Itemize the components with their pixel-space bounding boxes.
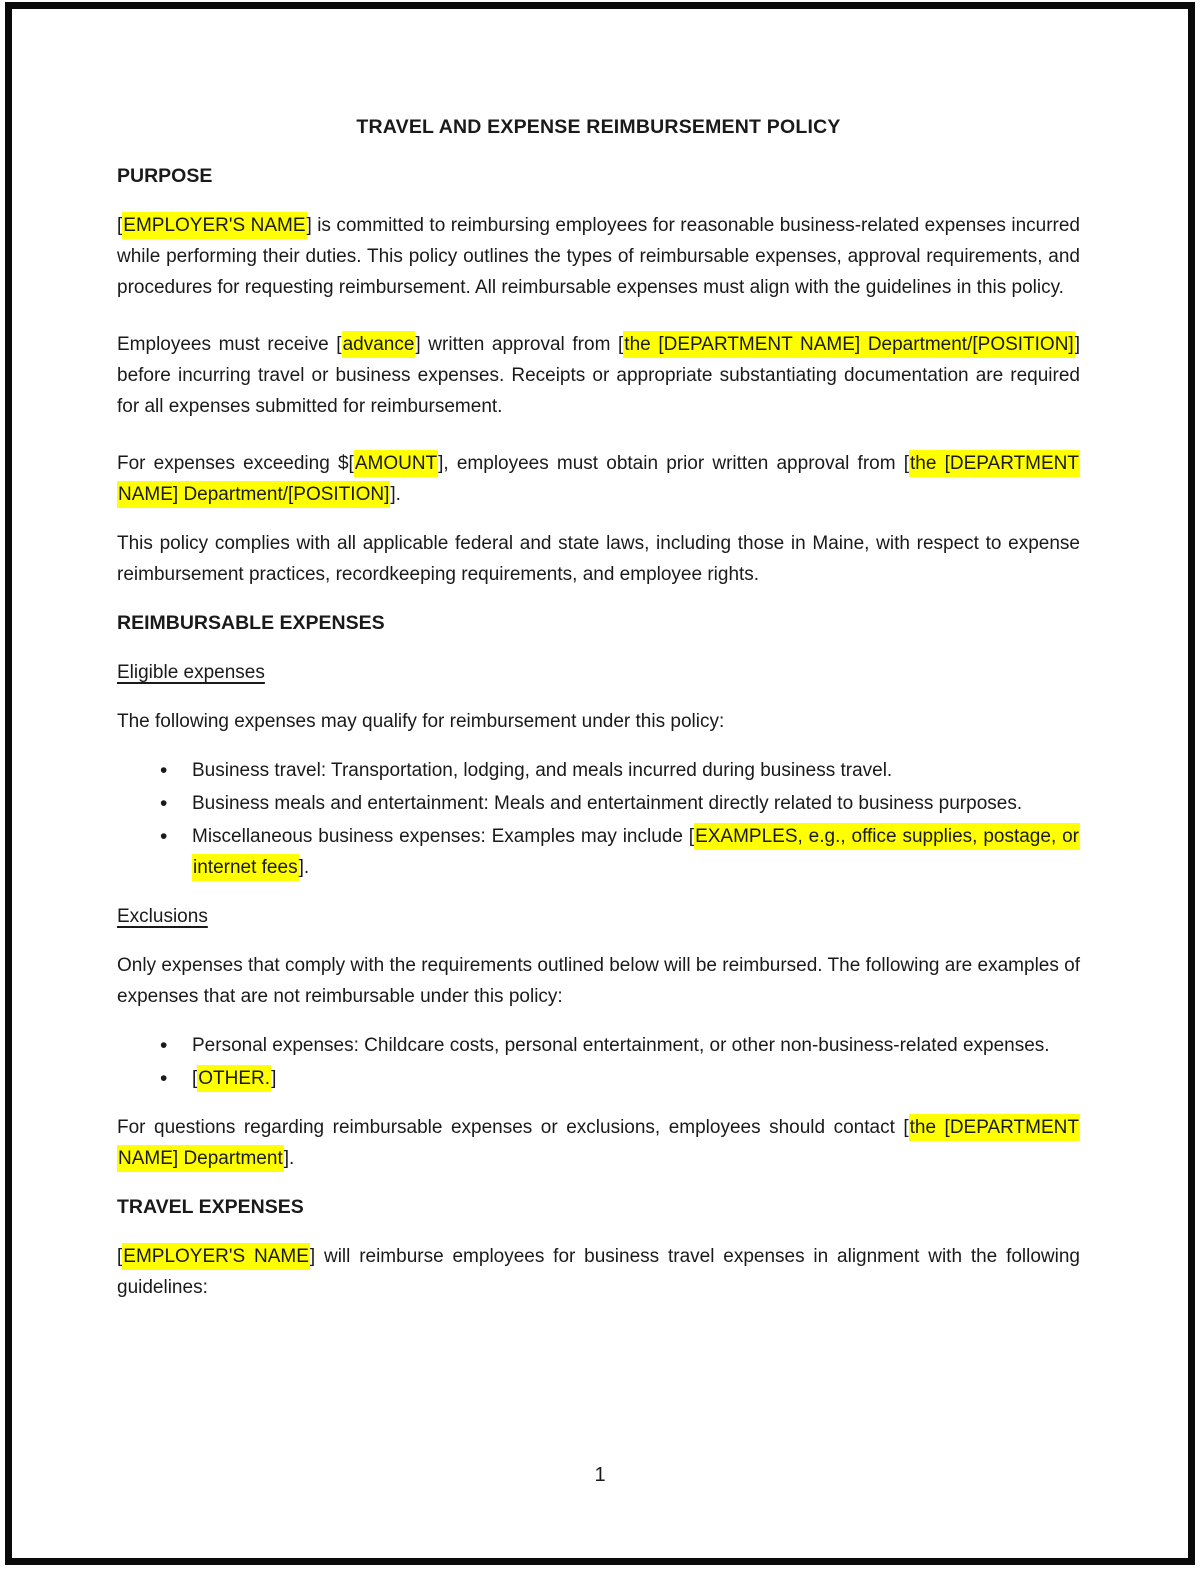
paragraph-contact-department: For questions regarding reimbursable expenses or exclusions, employees should contact [the [DEPARTMENT NAME] Department]. <box>117 1112 1080 1174</box>
paragraph-exclusions-intro: Only expenses that comply with the requirements outlined below will be reimbursed. The following are examples of expenses that are not reimbursable under this policy: <box>117 955 1080 1007</box>
exclusions-list <box>117 1030 1080 1094</box>
subheading-eligible-expenses: Eligible expenses <box>117 662 265 683</box>
heading-travel-expenses: TRAVEL EXPENSES <box>117 1196 304 1218</box>
highlighted-placeholder: EMPLOYER'S NAME <box>122 212 306 239</box>
list-item-personal-expenses: • Personal expenses: Childcare costs, personal entertainment, or other non-business-related expenses. <box>160 1030 1080 1061</box>
document-title: TRAVEL AND EXPENSE REIMBURSEMENT POLICY <box>356 116 841 138</box>
paragraph-purpose-compliance: This policy complies with all applicable federal and state laws, including those in Maine, with respect to expense reimbursement practices, recordkeeping requirements, and employee rights. <box>117 533 1080 585</box>
subheading-exclusions: Exclusions <box>117 906 208 927</box>
highlighted-placeholder: the [DEPARTMENT NAME] Department/[POSITION] <box>623 331 1074 358</box>
highlighted-placeholder: advance <box>342 331 416 358</box>
highlighted-placeholder: OTHER. <box>197 1065 271 1092</box>
list-item-other: • [OTHER.] <box>160 1063 1080 1094</box>
highlighted-placeholder: the [DEPARTMENT NAME] Department <box>117 1114 1080 1172</box>
document-content <box>117 0 1080 1321</box>
paragraph-travel-intro: [EMPLOYER'S NAME] will reimburse employees for business travel expenses in alignment with the following guidelines: <box>117 1241 1080 1303</box>
highlighted-placeholder: EMPLOYER'S NAME <box>122 1243 310 1270</box>
highlighted-placeholder: EXAMPLES, e.g., office supplies, postage, or internet fees <box>192 823 1080 881</box>
eligible-expenses-list <box>117 755 1080 883</box>
list-item-business-meals: • Business meals and entertainment: Meals and entertainment directly related to business purposes. <box>160 788 1080 819</box>
highlighted-placeholder: the [DEPARTMENT NAME] Department/[POSITION] <box>117 450 1080 508</box>
list-item-business-travel: • Business travel: Transportation, lodging, and meals incurred during business travel. <box>160 755 1080 786</box>
heading-purpose: PURPOSE <box>117 165 213 187</box>
highlighted-placeholder: AMOUNT <box>354 450 438 477</box>
paragraph-purpose-commitment: [EMPLOYER'S NAME] is committed to reimbursing employees for reasonable business-related expenses incurred while performing their duties. This policy outlines the types of reimbursable expenses, approval requirements, and procedures for requesting reimbursement. All reimbursable expenses must align with the guidelines in this policy. <box>117 210 1080 303</box>
paragraph-eligible-intro: The following expenses may qualify for reimbursement under this policy: <box>117 711 725 732</box>
list-item-miscellaneous: • Miscellaneous business expenses: Examples may include [EXAMPLES, e.g., office supplies, postage, or internet fees]. <box>160 821 1080 883</box>
page-number: 1 <box>594 1464 606 1486</box>
heading-reimbursable-expenses: REIMBURSABLE EXPENSES <box>117 612 385 634</box>
paragraph-purpose-amount-threshold: For expenses exceeding $[AMOUNT], employees must obtain prior written approval from [the [DEPARTMENT NAME] Department/[POSITION]]. <box>117 448 1080 510</box>
paragraph-purpose-approval: Employees must receive [advance] written approval from [the [DEPARTMENT NAME] Department/[POSITION]] before incurring travel or business expenses. Receipts or appropriate substantiating documentation are required for all expenses submitted for reimbursement. <box>117 329 1080 422</box>
